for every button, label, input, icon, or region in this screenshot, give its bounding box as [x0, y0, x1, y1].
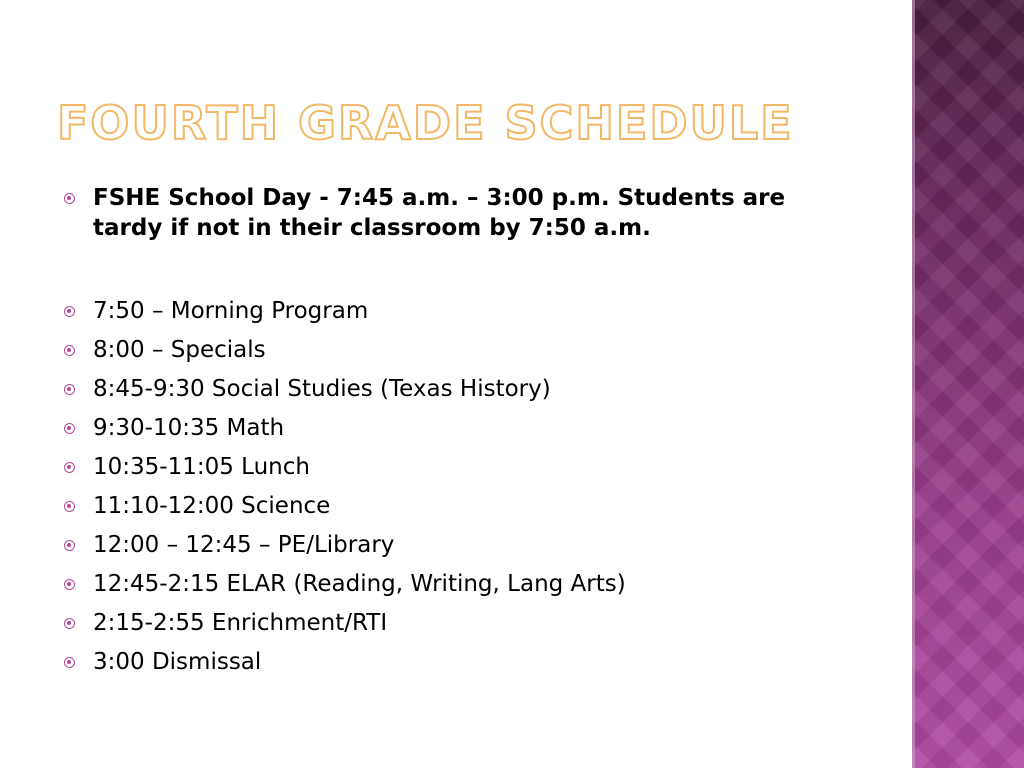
- slide-title: FOURTH GRADE SCHEDULE: [57, 96, 794, 150]
- schedule-item-text: 3:00 Dismissal: [93, 649, 262, 675]
- schedule-item: [60, 530, 860, 569]
- schedule-item: [60, 413, 860, 452]
- school-day-note: [60, 183, 860, 243]
- schedule-item-text: 10:35-11:05 Lunch: [93, 454, 310, 480]
- school-day-text: FSHE School Day - 7:45 a.m. – 3:00 p.m. Students are tardy if not in their classroom by 7:50 a.m.: [93, 185, 786, 241]
- schedule-item: [60, 452, 860, 491]
- circle-bullet-icon: [64, 306, 75, 317]
- schedule-item-text: 2:15-2:55 Enrichment/RTI: [93, 610, 388, 636]
- decorative-side-band: [912, 0, 1024, 768]
- schedule-item-text: 7:50 – Morning Program: [93, 298, 369, 324]
- schedule-item: [60, 296, 860, 335]
- schedule-item-text: 12:45-2:15 ELAR (Reading, Writing, Lang Arts): [93, 571, 626, 597]
- circle-bullet-icon: [64, 384, 75, 395]
- side-band-edge: [912, 0, 915, 768]
- circle-bullet-icon: [64, 462, 75, 473]
- schedule-item-text: 12:00 – 12:45 – PE/Library: [93, 532, 395, 558]
- circle-bullet-icon: [64, 579, 75, 590]
- circle-bullet-icon: [64, 657, 75, 668]
- circle-bullet-icon: [64, 618, 75, 629]
- schedule-item: [60, 491, 860, 530]
- circle-bullet-icon: [64, 540, 75, 551]
- circle-bullet-icon: [64, 345, 75, 356]
- schedule-item: [60, 569, 860, 608]
- schedule-item-text: 8:45-9:30 Social Studies (Texas History): [93, 376, 551, 402]
- schedule-item-text: 11:10-12:00 Science: [93, 493, 331, 519]
- schedule-item: [60, 335, 860, 374]
- circle-bullet-icon: [64, 423, 75, 434]
- schedule-item-text: 8:00 – Specials: [93, 337, 266, 363]
- schedule-item: [60, 608, 860, 647]
- circle-bullet-icon: [64, 193, 75, 204]
- schedule-item: [60, 374, 860, 413]
- schedule-item-text: 9:30-10:35 Math: [93, 415, 285, 441]
- circle-bullet-icon: [64, 501, 75, 512]
- schedule-list: [60, 183, 860, 686]
- schedule-item: [60, 647, 860, 686]
